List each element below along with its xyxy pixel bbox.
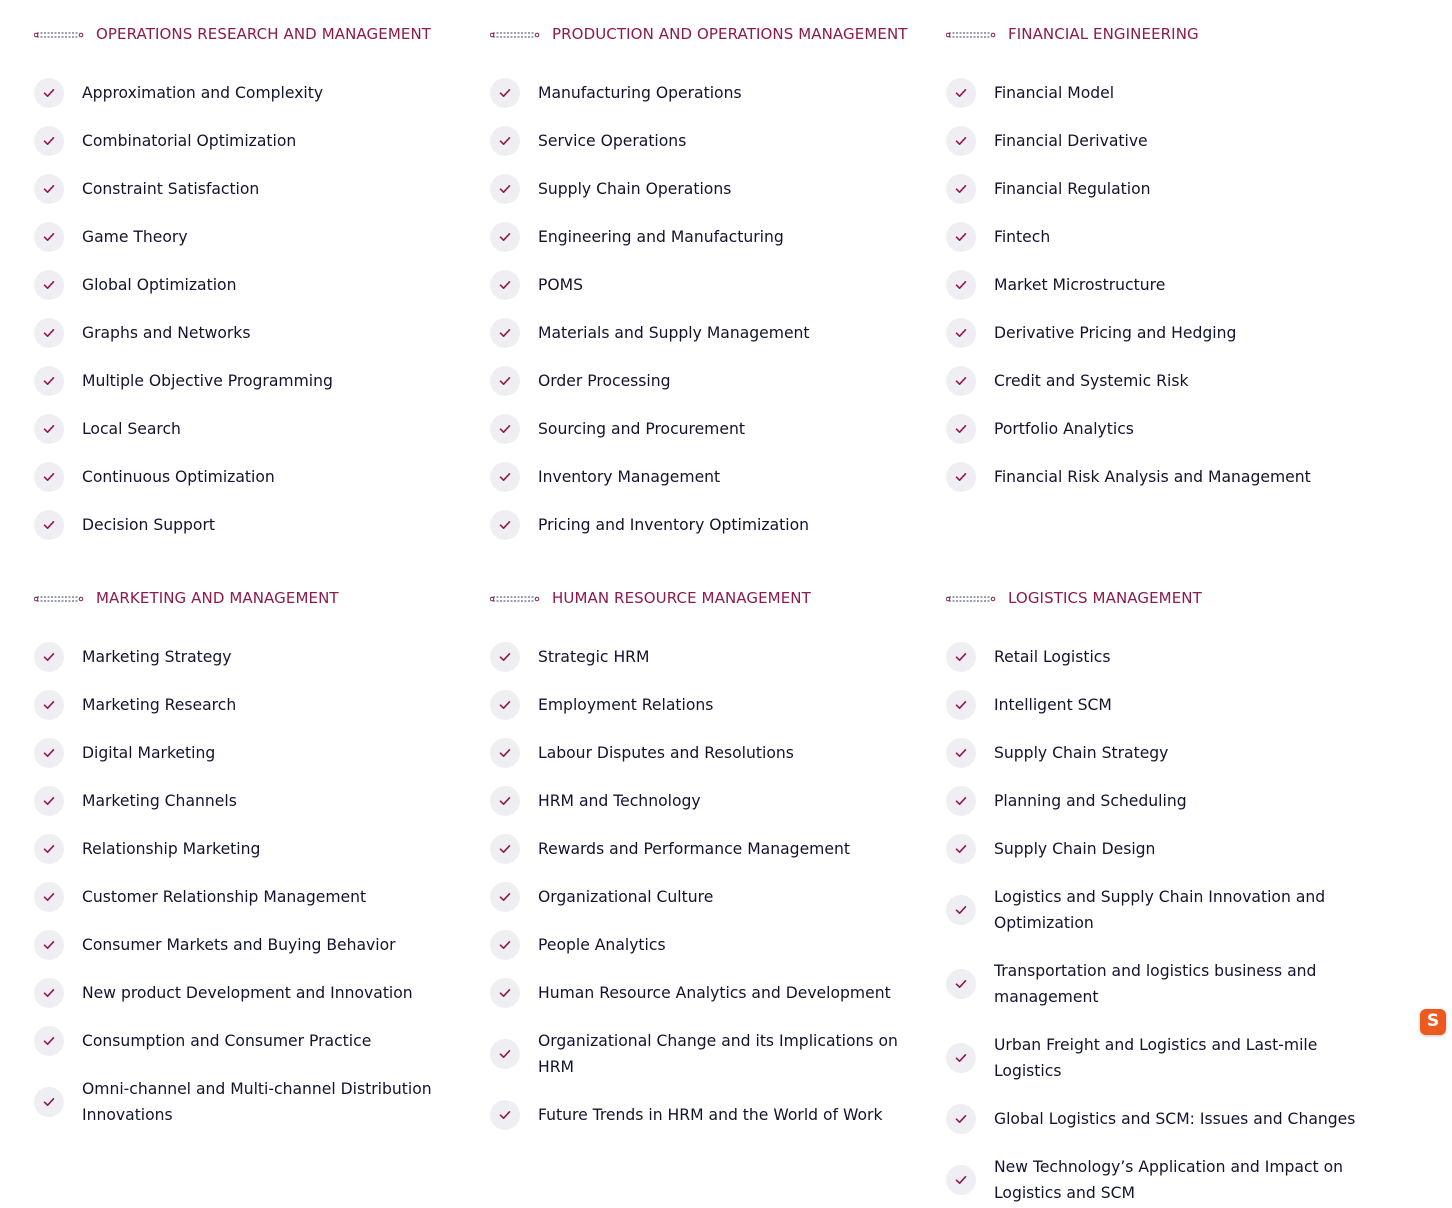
- list-item-label: Logistics and Supply Chain Innovation and Optimization: [994, 888, 1326, 932]
- list-item: [34, 1028, 474, 1054]
- topic-list: [946, 644, 1386, 1208]
- list-item-label: Fintech: [994, 228, 1051, 246]
- section-title: PRODUCTION AND OPERATIONS MANAGEMENT: [552, 25, 908, 43]
- circuit-line-icon: [490, 592, 540, 606]
- badge-letter: S: [1426, 1011, 1440, 1031]
- list-item: [490, 788, 930, 814]
- list-item: [490, 1028, 930, 1080]
- check-icon: [946, 174, 976, 204]
- list-item-label: Derivative Pricing and Hedging: [994, 324, 1237, 342]
- list-item-label: Market Microstructure: [994, 276, 1166, 294]
- list-item-label: Approximation and Complexity: [82, 84, 324, 102]
- check-icon: [490, 690, 520, 720]
- list-item-label: Supply Chain Design: [994, 840, 1156, 858]
- check-icon: [946, 414, 976, 444]
- list-item: [490, 464, 930, 490]
- list-item: [490, 884, 930, 910]
- list-item-label: Manufacturing Operations: [538, 84, 742, 102]
- list-item-label: Portfolio Analytics: [994, 420, 1134, 438]
- list-item: [946, 788, 1386, 814]
- check-icon: [946, 126, 976, 156]
- section-header: [490, 588, 930, 612]
- check-icon: [490, 270, 520, 300]
- check-icon: [34, 738, 64, 768]
- check-icon: [490, 462, 520, 492]
- list-item-label: Supply Chain Strategy: [994, 744, 1169, 762]
- list-item-label: Strategic HRM: [538, 648, 650, 666]
- check-icon: [34, 1026, 64, 1056]
- topic-list: [34, 644, 474, 1150]
- list-item-label: Engineering and Manufacturing: [538, 228, 784, 246]
- list-item: [34, 416, 474, 442]
- list-item: [946, 644, 1386, 670]
- check-icon: [946, 834, 976, 864]
- check-icon: [490, 510, 520, 540]
- check-icon: [946, 366, 976, 396]
- list-item-label: Retail Logistics: [994, 648, 1111, 666]
- check-icon: [34, 786, 64, 816]
- list-item-label: HRM and Technology: [538, 792, 701, 810]
- check-icon: [34, 1087, 64, 1117]
- list-item: [946, 128, 1386, 154]
- check-icon: [946, 642, 976, 672]
- check-icon: [946, 969, 976, 999]
- check-icon: [946, 462, 976, 492]
- list-item: [490, 224, 930, 250]
- list-item-label: Relationship Marketing: [82, 840, 261, 858]
- section-header: [946, 588, 1386, 612]
- section-header: [34, 24, 474, 48]
- check-icon: [490, 1100, 520, 1130]
- list-item: [34, 176, 474, 202]
- list-item: [490, 80, 930, 106]
- section-title: MARKETING AND MANAGEMENT: [96, 589, 339, 607]
- list-item: [490, 272, 930, 298]
- check-icon: [34, 978, 64, 1008]
- section-header: [34, 588, 474, 612]
- list-item: [34, 740, 474, 766]
- check-icon: [490, 834, 520, 864]
- list-item-label: Marketing Research: [82, 696, 237, 714]
- check-icon: [34, 930, 64, 960]
- list-item: [946, 836, 1386, 862]
- list-item: [490, 368, 930, 394]
- topic-list: [34, 80, 474, 560]
- circuit-line-icon: [34, 592, 84, 606]
- list-item-label: Order Processing: [538, 372, 671, 390]
- list-item-label: Rewards and Performance Management: [538, 840, 850, 858]
- list-item: [34, 884, 474, 910]
- list-item: [946, 80, 1386, 106]
- check-icon: [946, 1043, 976, 1073]
- list-item-label: Global Logistics and SCM: Issues and Changes: [994, 1110, 1356, 1128]
- check-icon: [490, 222, 520, 252]
- list-item-label: Employment Relations: [538, 696, 714, 714]
- list-item-label: Financial Derivative: [994, 132, 1148, 150]
- list-item-label: Consumer Markets and Buying Behavior: [82, 936, 396, 954]
- list-item: [490, 836, 930, 862]
- list-item: [490, 176, 930, 202]
- check-icon: [490, 882, 520, 912]
- check-icon: [34, 834, 64, 864]
- list-item-label: New Technology’s Application and Impact on Logistics and SCM: [994, 1158, 1344, 1202]
- list-item-label: Labour Disputes and Resolutions: [538, 744, 794, 762]
- list-item: [946, 320, 1386, 346]
- list-item: [34, 644, 474, 670]
- list-item-label: POMS: [538, 276, 584, 294]
- list-item-label: Continuous Optimization: [82, 468, 275, 486]
- list-item-label: Urban Freight and Logistics and Last-mile Logistics: [994, 1036, 1318, 1080]
- circuit-line-icon: [490, 28, 540, 42]
- list-item-label: Marketing Strategy: [82, 648, 232, 666]
- check-icon: [946, 222, 976, 252]
- list-item-label: Sourcing and Procurement: [538, 420, 745, 438]
- topic-list: [946, 80, 1386, 512]
- list-item-label: Combinatorial Optimization: [82, 132, 297, 150]
- list-item-label: Consumption and Consumer Practice: [82, 1032, 372, 1050]
- check-icon: [34, 366, 64, 396]
- list-item-label: Intelligent SCM: [994, 696, 1112, 714]
- list-item: [490, 932, 930, 958]
- list-item: [34, 512, 474, 538]
- list-item: [946, 740, 1386, 766]
- list-item: [34, 224, 474, 250]
- check-icon: [946, 738, 976, 768]
- list-item: [946, 1032, 1386, 1084]
- list-item-label: Transportation and logistics business and management: [994, 962, 1317, 1006]
- list-item: [946, 1106, 1386, 1132]
- list-item: [34, 1076, 474, 1128]
- section-title: HUMAN RESOURCE MANAGEMENT: [552, 589, 811, 607]
- topic-list: [490, 644, 930, 1150]
- list-item-label: Financial Risk Analysis and Management: [994, 468, 1311, 486]
- list-item: [946, 1154, 1386, 1206]
- list-item: [946, 368, 1386, 394]
- check-icon: [34, 222, 64, 252]
- list-item-label: Human Resource Analytics and Development: [538, 984, 891, 1002]
- list-item: [34, 464, 474, 490]
- circuit-line-icon: [34, 28, 84, 42]
- check-icon: [490, 738, 520, 768]
- section-title: FINANCIAL ENGINEERING: [1008, 25, 1199, 43]
- list-item: [34, 272, 474, 298]
- list-item: [34, 836, 474, 862]
- list-item-label: Supply Chain Operations: [538, 180, 732, 198]
- check-icon: [34, 270, 64, 300]
- check-icon: [946, 270, 976, 300]
- list-item-label: Game Theory: [82, 228, 188, 246]
- check-icon: [34, 462, 64, 492]
- section-header: [490, 24, 930, 48]
- list-item-label: Customer Relationship Management: [82, 888, 367, 906]
- list-item: [34, 320, 474, 346]
- circuit-line-icon: [946, 592, 996, 606]
- check-icon: [946, 1165, 976, 1195]
- list-item-label: Marketing Channels: [82, 792, 237, 810]
- list-item: [946, 958, 1386, 1010]
- circuit-line-icon: [946, 28, 996, 42]
- list-item: [490, 416, 930, 442]
- list-item-label: Service Operations: [538, 132, 687, 150]
- check-icon: [34, 414, 64, 444]
- list-item: [34, 692, 474, 718]
- check-icon: [34, 510, 64, 540]
- section-title: LOGISTICS MANAGEMENT: [1008, 589, 1202, 607]
- check-icon: [490, 642, 520, 672]
- section-header: [946, 24, 1386, 48]
- check-icon: [34, 78, 64, 108]
- topic-list: [490, 80, 930, 560]
- check-icon: [946, 895, 976, 925]
- sogou-ime-icon[interactable]: [1420, 1009, 1446, 1035]
- list-item-label: Organizational Culture: [538, 888, 714, 906]
- list-item-label: Global Optimization: [82, 276, 237, 294]
- list-item: [946, 224, 1386, 250]
- list-item: [34, 80, 474, 106]
- check-icon: [490, 174, 520, 204]
- list-item: [34, 980, 474, 1006]
- list-item: [490, 320, 930, 346]
- list-item-label: Pricing and Inventory Optimization: [538, 516, 810, 534]
- list-item: [490, 1102, 930, 1128]
- check-icon: [34, 882, 64, 912]
- check-icon: [34, 126, 64, 156]
- list-item: [490, 512, 930, 538]
- list-item-label: Inventory Management: [538, 468, 721, 486]
- list-item-label: Planning and Scheduling: [994, 792, 1187, 810]
- list-item: [946, 272, 1386, 298]
- list-item: [490, 644, 930, 670]
- check-icon: [946, 690, 976, 720]
- check-icon: [34, 318, 64, 348]
- check-icon: [490, 1039, 520, 1069]
- check-icon: [490, 786, 520, 816]
- list-item: [34, 368, 474, 394]
- list-item: [490, 980, 930, 1006]
- list-item-label: Organizational Change and its Implications on HRM: [538, 1032, 898, 1076]
- check-icon: [946, 318, 976, 348]
- check-icon: [34, 174, 64, 204]
- check-icon: [490, 930, 520, 960]
- list-item: [490, 128, 930, 154]
- list-item-label: Credit and Systemic Risk: [994, 372, 1189, 390]
- list-item: [946, 464, 1386, 490]
- list-item-label: Local Search: [82, 420, 181, 438]
- list-item: [946, 176, 1386, 202]
- section-title: OPERATIONS RESEARCH AND MANAGEMENT: [96, 25, 432, 43]
- check-icon: [490, 318, 520, 348]
- list-item: [34, 788, 474, 814]
- list-item-label: Omni-channel and Multi-channel Distribution Innovations: [82, 1080, 432, 1124]
- check-icon: [490, 414, 520, 444]
- check-icon: [34, 690, 64, 720]
- list-item: [946, 692, 1386, 718]
- list-item: [946, 416, 1386, 442]
- list-item-label: Financial Regulation: [994, 180, 1151, 198]
- check-icon: [946, 786, 976, 816]
- list-item: [490, 740, 930, 766]
- list-item-label: Financial Model: [994, 84, 1115, 102]
- list-item-label: Materials and Supply Management: [538, 324, 810, 342]
- list-item-label: Constraint Satisfaction: [82, 180, 260, 198]
- list-item-label: People Analytics: [538, 936, 666, 954]
- list-item: [490, 692, 930, 718]
- list-item-label: Digital Marketing: [82, 744, 216, 762]
- list-item: [946, 884, 1386, 936]
- check-icon: [490, 366, 520, 396]
- list-item: [34, 932, 474, 958]
- check-icon: [946, 78, 976, 108]
- list-item-label: Future Trends in HRM and the World of Work: [538, 1106, 883, 1124]
- list-item-label: Graphs and Networks: [82, 324, 251, 342]
- check-icon: [946, 1104, 976, 1134]
- list-item-label: Multiple Objective Programming: [82, 372, 333, 390]
- check-icon: [490, 78, 520, 108]
- check-icon: [34, 642, 64, 672]
- list-item-label: Decision Support: [82, 516, 215, 534]
- list-item: [34, 128, 474, 154]
- check-icon: [490, 978, 520, 1008]
- list-item-label: New product Development and Innovation: [82, 984, 413, 1002]
- check-icon: [490, 126, 520, 156]
